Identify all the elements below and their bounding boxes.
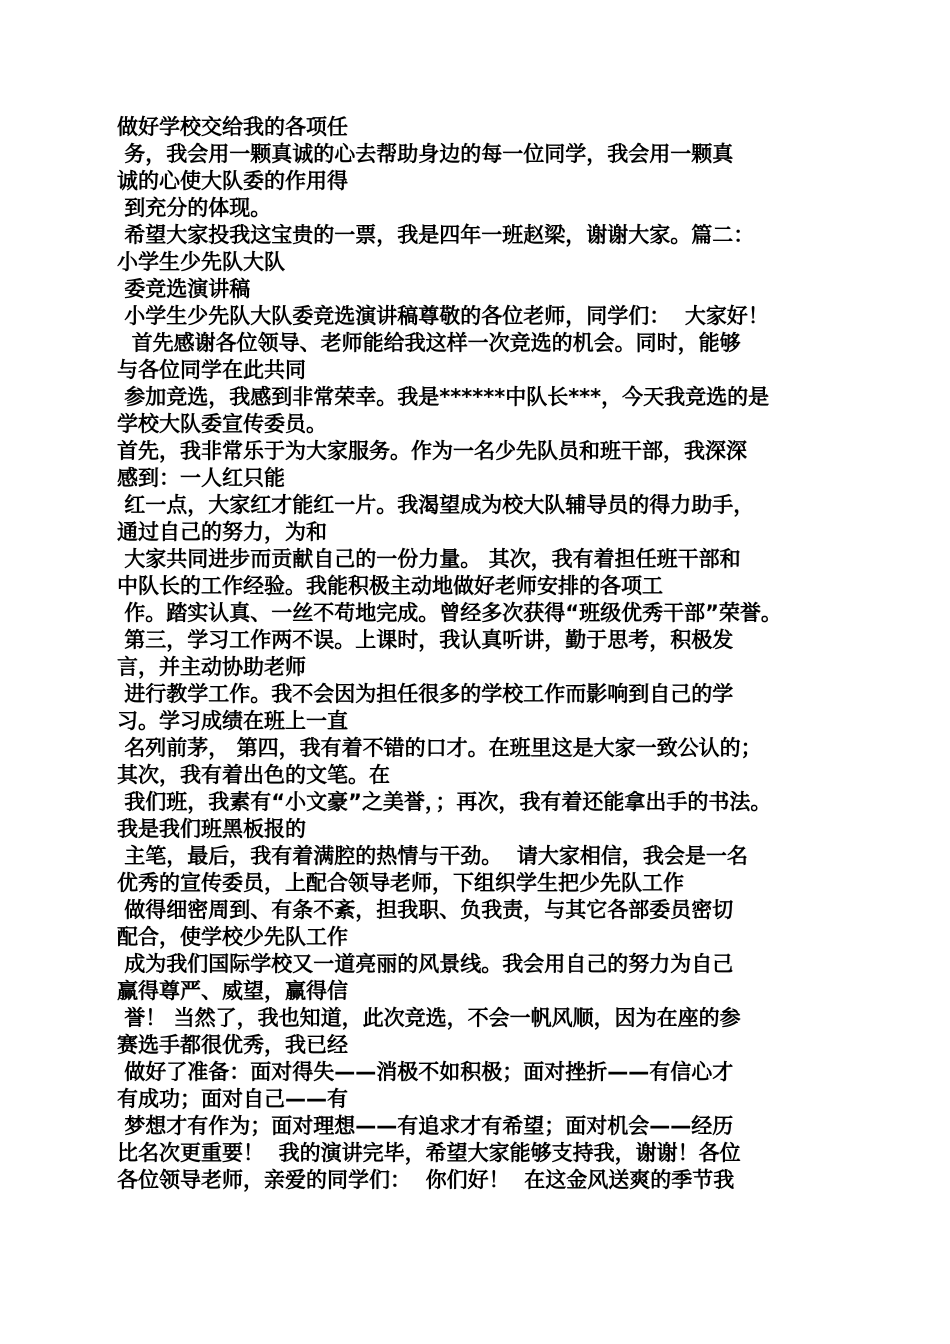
text-line: 配合，使学校少先队工作 [117, 925, 348, 949]
text-line: 比名次更重要！ 我的演讲完毕，希望大家能够支持我，谢谢！各位 [117, 1141, 741, 1165]
text-line: 言，并主动协助老师 [117, 655, 306, 679]
text-line: 大家共同进步而贡献自己的一份力量。 其次，我有着担任班干部和 [117, 547, 741, 571]
text-line: 做好了准备：面对得失——消极不如积极；面对挫折——有信心才 [117, 1060, 734, 1084]
text-line: 作。踏实认真、一丝不苟地完成。曾经多次获得“班级优秀干部”荣誉。 [117, 601, 782, 625]
text-line: 首先感谢各位领导、老师能给我这样一次竞选的机会。同时，能够 [117, 331, 741, 355]
text-line: 主笔，最后，我有着满腔的热情与干劲。 请大家相信，我会是一名 [117, 844, 748, 868]
text-line: 通过自己的努力，为和 [117, 520, 327, 544]
text-line: 各位领导老师，亲爱的同学们： 你们好！ 在这金风送爽的季节我 [117, 1168, 735, 1192]
text-line: 与各位同学在此共同 [117, 358, 306, 382]
text-line: 进行教学工作。我不会因为担任很多的学校工作而影响到自己的学 [117, 682, 734, 706]
text-line: 务，我会用一颗真诚的心去帮助身边的每一位同学，我会用一颗真 [117, 142, 734, 166]
text-line: 誉！ 当然了，我也知道，此次竞选，不会一帆风顺，因为在座的参 [117, 1006, 741, 1030]
text-line: 首先，我非常乐于为大家服务。作为一名少先队员和班干部，我深深 [117, 439, 747, 463]
text-line: 我是我们班黑板报的 [117, 817, 306, 841]
text-line: 优秀的宣传委员，上配合领导老师，下组织学生把少先队工作 [117, 871, 684, 895]
text-line: 学校大队委宣传委员。 [117, 412, 327, 436]
text-line: 诚的心使大队委的作用得 [117, 169, 348, 193]
text-line: 有成功；面对自己——有 [117, 1087, 348, 1111]
text-line: 赢得尊严、威望，赢得信 [117, 979, 348, 1003]
text-line: 感到：一人红只能 [117, 466, 285, 490]
text-line: 第三，学习工作两不误。上课时，我认真听讲，勤于思考，积极发 [117, 628, 734, 652]
text-line: 到充分的体现。 [117, 196, 272, 220]
text-line: 小学生少先队大队 [117, 250, 285, 274]
text-line: 中队长的工作经验。我能积极主动地做好老师安排的各项工 [117, 574, 663, 598]
text-line: 习。学习成绩在班上一直 [117, 709, 348, 733]
text-line: 成为我们国际学校又一道亮丽的风景线。我会用自己的努力为自己 [117, 952, 734, 976]
text-line: 做好学校交给我的各项任 [117, 115, 348, 139]
text-line: 做得细密周到、有条不紊，担我职、负我责，与其它各部委员密切 [117, 898, 734, 922]
text-line: 其次，我有着出色的文笔。在 [117, 763, 390, 787]
text-line: 名列前茅， 第四，我有着不错的口才。在班里这是大家一致公认的； [117, 736, 762, 760]
text-line: 希望大家投我这宝贵的一票，我是四年一班赵梁，谢谢大家。篇二： [117, 223, 755, 247]
document-body [117, 114, 857, 1194]
text-line: 委竞选演讲稿 [117, 277, 251, 301]
text-line: 参加竞选，我感到非常荣幸。我是******中队长***，今天我竞选的是 [117, 385, 770, 409]
text-line: 红一点，大家红才能红一片。我渴望成为校大队辅导员的得力助手， [117, 493, 755, 517]
text-line: 我们班，我素有“小文豪”之美誉，；再次，我有着还能拿出手的书法。 [117, 790, 772, 814]
text-line: 小学生少先队大队委竞选演讲稿尊敬的各位老师，同学们： 大家好！ [117, 304, 769, 328]
text-line: 赛选手都很优秀，我已经 [117, 1033, 348, 1057]
text-line: 梦想才有作为；面对理想——有追求才有希望；面对机会——经历 [117, 1114, 734, 1138]
